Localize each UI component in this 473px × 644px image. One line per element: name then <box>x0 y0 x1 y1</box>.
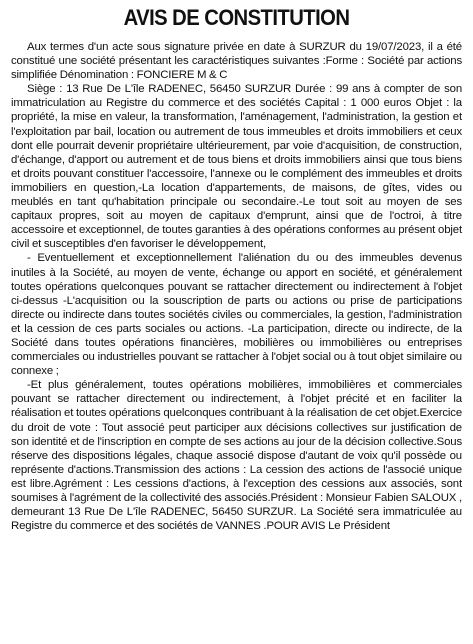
notice-paragraph-general: -Et plus généralement, toutes opérations mobilières, immobilières et commerciales pouvant se rattacher directement ou indirectement, à l'objet précité et en faciliter la réalisation et toutes opérations quelconques contribuant à la réalisation de cet objet.Exercice du droit de vote : Tout associé peut participer aux décisions collectives sur justification de son identité et de l'inscription en compte de ses actions au jour de la décision collective.Sous réserve des dispositions légales, chaque associé dispose d'autant de voix qu'il possède ou représente d'actions.Transmission des actions : La cession des actions de l'associé unique est libre.Agrément : Les cessions d'actions, à l'exception des cessions aux associés, sont soumises à l'agrément de la collectivité des associés.Président : Monsieur Fabien SALOUX , demeurant 13 Rue De L'île RADENEC, 56450 SURZUR. La Société sera immatriculée au Registre du commerce et des sociétés de VANNES .POUR AVIS Le Président <box>11 379 462 533</box>
notice-paragraph-intro: Aux termes d'un acte sous signature privée en date à SURZUR du 19/07/2023, il a été constitué une société présentant les caractéristiques suivantes :Forme : Société par actions simplifiée Dénomination : FONCIERE M & C <box>11 41 462 82</box>
notice-title: AVIS DE CONSTITUTION <box>123 5 350 30</box>
notice-paragraph-alienation: - Eventuellement et exceptionnellement l'aliénation du ou des immeubles devenus inutiles à la Société, au moyen de vente, échange ou apport en société, et généralement toutes opérations quelconques pouvant se rattacher directement ou indirectement à l'objet ci-dessus -L'acquisition ou la souscription de parts ou actions ou prise de participations directe ou indirecte dans toutes sociétés civiles ou commerciales, la gestion, l'administration et la cession de ces parts sociales ou actions. -La participation, directe ou indirecte, de la Société dans toutes opérations financières, mobilières ou immobilières ou entreprises commerciales ou industrielles pouvant se rattacher à l'objet social ou à tout objet similaire ou connexe ; <box>11 252 462 378</box>
notice-body <box>11 40 462 533</box>
notice-paragraph-siege-objet: Siège : 13 Rue De L'île RADENEC, 56450 SURZUR Durée : 99 ans à compter de son immatriculation au Registre du commerce et des sociétés Capital : 1 000 euros Objet : la propriété, la mise en valeur, la transformation, l'aménagement, l'administration, la gestion et l'exploitation par bail, location ou autrement de tous immeubles et droits immobiliers et ceux dont elle pourrait devenir propriétaire ultérieurement, par voie d'acquisition, de construction, d'échange, d'apport ou autrement et de tous biens et droits immobiliers ainsi que tous biens et droits pouvant constituer l'accessoire, l'annexe ou le complément des immeubles et droits immobiliers en question,-La location d'appartements, de maisons, de gîtes, vides ou meublés en tant qu'habitation principale ou secondaire.-Le tout soit au moyen de ses capitaux propres, soit au moyen de capitaux d'emprunt, ainsi que de l'octroi, à titre accessoire et exceptionnel, de toutes garanties à des opérations conformes au présent objet civil et susceptibles d'en favoriser le développement, <box>11 83 462 251</box>
